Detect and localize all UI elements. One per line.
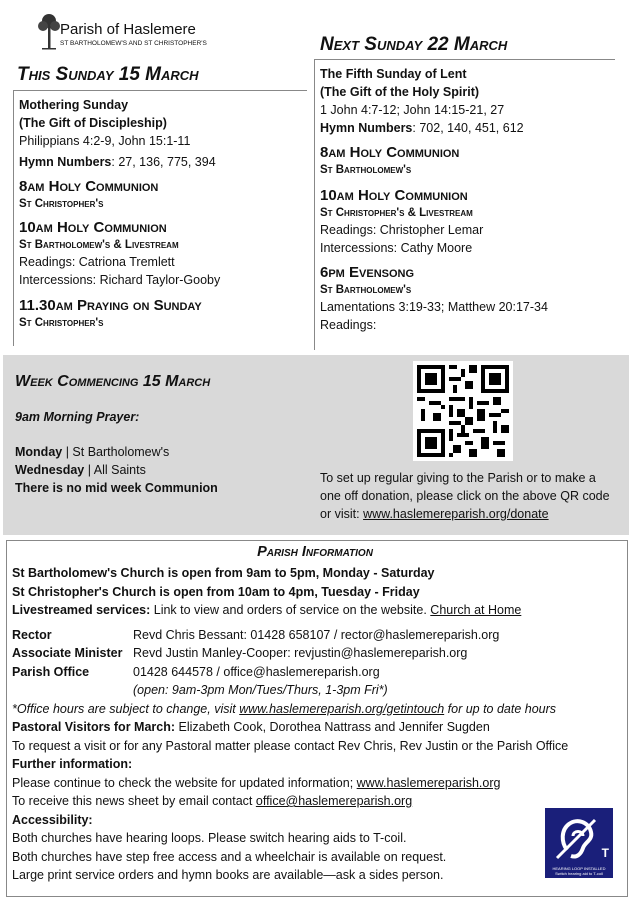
parish-info-heading: Parish Information [257, 544, 373, 560]
week-wednesday: Wednesday | All Saints [15, 463, 146, 477]
office-hours: (open: 9am-3pm Mon/Tues/Thurs, 1-3pm Fri*) [133, 683, 388, 697]
next-sunday-heading: Next Sunday 22 March [320, 34, 508, 55]
next-s2-intercessions: Intercessions: Cathy Moore [320, 241, 473, 255]
hearing-loop-icon [551, 812, 603, 864]
next-s3-readers: Readings: [320, 318, 377, 332]
livestream-line: Livestreamed services: Link to view and orders of service on the website. Church at Home [12, 603, 522, 617]
donate-qr-code[interactable] [413, 361, 513, 461]
this-s2-readings: Readings: Catriona Tremlett [19, 255, 175, 269]
next-s3-readings: Lamentations 3:19-33; Matthew 20:17-34 [320, 300, 548, 314]
pastoral-line: Pastoral Visitors for March: Elizabeth Cook, Dorothea Nattrass and Jennifer Sugden [12, 720, 490, 734]
week-prayer-label: 9am Morning Prayer: [15, 410, 140, 424]
accessibility-line1: Both churches have hearing loops. Please switch hearing aids to T-coil. [12, 831, 407, 845]
next-s1-title: 8am Holy Communion [320, 144, 460, 161]
accessibility-line2: Both churches have step free access and a wheelchair is available on request. [12, 849, 447, 864]
next-s3-title: 6pm Evensong [320, 264, 415, 281]
next-sunday-hymns: Hymn Numbers: 702, 140, 451, 612 [320, 121, 524, 135]
this-s3-location: St Christopher's [19, 317, 104, 329]
office-note: *Office hours are subject to change, visit www.haslemereparish.org/getintouch for up to date hours [12, 701, 557, 716]
next-s2-location: St Christopher's & Livestream [320, 207, 473, 219]
donate-link[interactable]: www.haslemereparish.org/donate [363, 507, 549, 521]
week-note: There is no mid week Communion [15, 481, 218, 495]
getintouch-link[interactable]: www.haslemereparish.org/getintouch [239, 701, 445, 716]
this-sunday-heading: This Sunday 15 March [17, 64, 199, 85]
accessibility-line3: Large print service orders and hymn books are available—ask a sides person. [12, 868, 444, 882]
pastoral-request: To request a visit or for any Pastoral matter please contact Rev Chris, Rev Justin or the Parish Office [12, 738, 569, 753]
next-s1-location: St Bartholomew's [320, 164, 412, 176]
further-line2: To receive this news sheet by email contact office@haslemereparish.org [12, 794, 413, 808]
this-sunday-readings: Philippians 4:2-9, John 15:1-11 [19, 134, 191, 148]
week-monday: Monday | St Bartholomew's [15, 445, 170, 459]
associate-row: Associate Minister Revd Justin Manley-Cooper: revjustin@haslemereparish.org [12, 646, 468, 660]
qr-code-icon [413, 361, 513, 461]
chris-hours: St Christopher's Church is open from 10am to 4pm, Tuesday - Friday [12, 584, 420, 599]
next-sunday-subtitle: (The Gift of the Holy Spirit) [320, 85, 480, 99]
office-email-link[interactable]: office@haslemereparish.org [255, 794, 413, 808]
hearing-loop-logo [545, 808, 613, 878]
this-sunday-hymns: Hymn Numbers: 27, 136, 775, 394 [19, 155, 216, 169]
week-heading: Week Commencing 15 March [15, 373, 211, 390]
this-sunday-title: Mothering Sunday [19, 98, 129, 112]
next-s2-readings: Readings: Christopher Lemar [320, 223, 484, 237]
further-heading: Further information: [12, 757, 133, 771]
further-line1: Please continue to check the website for updated information; www.haslemereparish.org [12, 775, 501, 790]
giving-text: To set up regular giving to the Parish or to make a one off donation, please click on the above QR code or visit: www.haslemereparish.org/donate [320, 471, 610, 521]
parish-info-body [12, 564, 624, 885]
rector-row: Rector Revd Chris Bessant: 01428 658107 / rector@haslemereparish.org [12, 627, 500, 642]
next-s3-location: St Bartholomew's [320, 284, 412, 296]
logo-subtitle: ST BARTHOLOMEW'S AND ST CHRISTOPHER'S [60, 40, 207, 47]
next-sunday-title: The Fifth Sunday of Lent [320, 67, 467, 81]
website-link[interactable]: www.haslemereparish.org [356, 775, 501, 790]
next-sunday-box [314, 59, 615, 350]
hearing-loop-caption: HEARING LOOP INSTALLED Switch hearing aid to T-coil [552, 866, 606, 876]
office-row: Parish Office 01428 644578 / office@haslemereparish.org [12, 664, 380, 679]
tree-icon [38, 12, 60, 50]
this-s2-intercessions: Intercessions: Richard Taylor-Gooby [19, 273, 221, 287]
this-s2-title: 10am Holy Communion [19, 219, 167, 236]
this-s3-title: 11.30am Praying on Sunday [19, 297, 202, 314]
barts-hours: St Bartholomew's Church is open from 9am to 5pm, Monday - Saturday [12, 566, 435, 580]
church-at-home-link[interactable]: Church at Home [430, 603, 522, 617]
hearing-loop-t: T [601, 846, 609, 860]
parish-logo [38, 12, 207, 52]
this-s1-location: St Christopher's [19, 198, 104, 210]
next-sunday-readings: 1 John 4:7-12; John 14:15-21, 27 [320, 103, 505, 117]
next-s2-title: 10am Holy Communion [320, 187, 468, 204]
this-s1-title: 8am Holy Communion [19, 178, 159, 195]
this-sunday-subtitle: (The Gift of Discipleship) [19, 116, 167, 130]
this-s2-location: St Bartholomew's & Livestream [19, 239, 179, 251]
logo-name: Parish of Haslemere [60, 21, 196, 38]
accessibility-heading: Accessibility: [12, 812, 93, 827]
this-sunday-box [13, 90, 307, 346]
